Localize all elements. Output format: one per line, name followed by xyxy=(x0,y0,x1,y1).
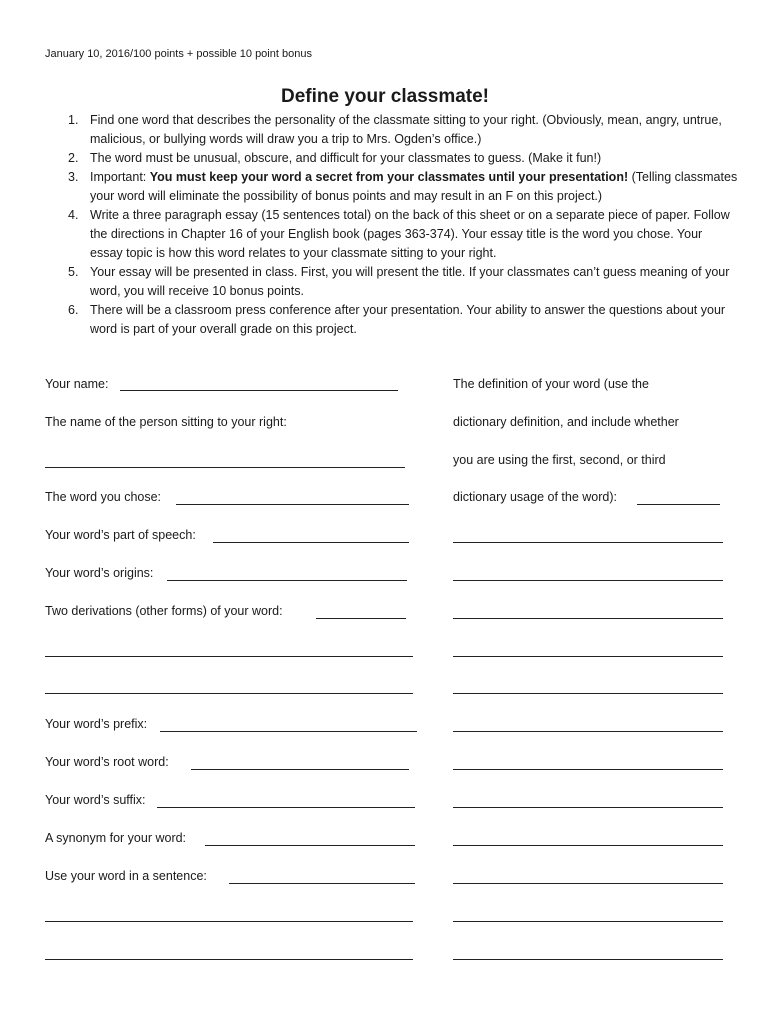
sentence-blank-line-2[interactable] xyxy=(45,921,413,922)
person-right-label: The name of the person sitting to your right: xyxy=(45,415,287,429)
part-of-speech-label: Your word’s part of speech: xyxy=(45,528,196,542)
definition-blank-line[interactable] xyxy=(453,769,723,770)
instruction-item xyxy=(48,263,738,301)
word-chose-label: The word you chose: xyxy=(45,490,162,504)
date-points-line: January 10, 2016/100 points + possible 10 point bonus xyxy=(45,48,312,60)
derivations-label: Two derivations (other forms) of your word: xyxy=(45,604,283,618)
instruction-number: 1. xyxy=(68,113,79,127)
instruction-item xyxy=(48,149,738,168)
definition-blank-line[interactable] xyxy=(453,807,723,808)
instruction-text: Write a three paragraph essay (15 sentences total) on the back of this sheet or on a separate piece of paper. Follow the directions in Chapter 16 of your English book (pages 363-374). Your essay title is the word you chose. Your essay topic is how this word relates to your classmate sitting to your right. xyxy=(90,208,730,260)
instruction-item xyxy=(48,301,738,339)
instruction-number: 4. xyxy=(68,208,79,222)
instruction-text: The word must be unusual, obscure, and difficult for your classmates to guess. (Make it fun!) xyxy=(90,151,602,165)
synonym-label: A synonym for your word: xyxy=(45,831,187,845)
definition-blank-line[interactable] xyxy=(453,731,723,732)
instruction-text: Find one word that describes the personality of the classmate sitting to your right. (Obviously, mean, angry, untrue, malicious, or bullying words will draw you a trip to Mrs. Ogden’s office.) xyxy=(90,113,722,146)
instruction-number: 6. xyxy=(68,303,79,317)
instruction-text: There will be a classroom press conference after your presentation. Your ability to answer the questions about your word is part of your overall grade on this project. xyxy=(90,303,726,336)
sentence-blank[interactable] xyxy=(229,883,415,884)
definition-label-line-1: The definition of your word (use the xyxy=(453,377,649,391)
prefix-blank[interactable] xyxy=(160,731,417,732)
instruction-text: Your essay will be presented in class. First, you will present the title. If your classmates can’t guess meaning of your word, you will receive 10 bonus points. xyxy=(90,265,730,298)
definition-label-line-2: dictionary definition, and include whether xyxy=(453,415,679,429)
definition-label-line-4: dictionary usage of the word): xyxy=(453,490,617,504)
instruction-item xyxy=(48,206,738,263)
definition-blank-line[interactable] xyxy=(453,580,723,581)
instruction-number: 3. xyxy=(68,170,79,184)
person-right-blank[interactable] xyxy=(45,467,405,468)
definition-blank[interactable] xyxy=(637,504,720,505)
your-name-label: Your name: xyxy=(45,377,109,391)
synonym-blank[interactable] xyxy=(205,845,415,846)
sentence-blank-line-3[interactable] xyxy=(45,959,413,960)
instruction-item xyxy=(48,168,738,206)
derivations-blank-line-3[interactable] xyxy=(45,693,413,694)
instructions-list xyxy=(48,111,738,339)
instruction-number: 5. xyxy=(68,265,79,279)
your-name-blank[interactable] xyxy=(120,390,398,391)
word-chose-blank[interactable] xyxy=(176,504,409,505)
suffix-blank[interactable] xyxy=(157,807,415,808)
page-title: Define your classmate! xyxy=(280,86,490,107)
origins-label: Your word’s origins: xyxy=(45,566,154,580)
suffix-label: Your word’s suffix: xyxy=(45,793,146,807)
root-word-blank[interactable] xyxy=(191,769,409,770)
sentence-label: Use your word in a sentence: xyxy=(45,869,207,883)
definition-blank-line[interactable] xyxy=(453,656,723,657)
part-of-speech-blank[interactable] xyxy=(213,542,409,543)
definition-label-line-3: you are using the first, second, or third xyxy=(453,453,666,467)
derivations-blank-line-2[interactable] xyxy=(45,656,413,657)
prefix-label: Your word’s prefix: xyxy=(45,717,148,731)
instruction-number: 2. xyxy=(68,151,79,165)
instruction-prefix: Important: xyxy=(90,170,150,184)
origins-blank[interactable] xyxy=(167,580,407,581)
definition-blank-line[interactable] xyxy=(453,921,723,922)
derivations-blank[interactable] xyxy=(316,618,406,619)
definition-blank-line[interactable] xyxy=(453,959,723,960)
definition-blank-line[interactable] xyxy=(453,693,723,694)
root-word-label: Your word’s root word: xyxy=(45,755,169,769)
instruction-text: (Telling classmates your word will eliminate the possibility of bonus points and may result in an F on this project.) xyxy=(90,170,738,203)
definition-blank-line[interactable] xyxy=(453,883,723,884)
instruction-bold-warning: You must keep your word a secret from your classmates until your presentation! xyxy=(149,170,629,184)
instruction-item xyxy=(48,111,738,149)
definition-blank-line[interactable] xyxy=(453,845,723,846)
definition-blank-line[interactable] xyxy=(453,618,723,619)
definition-blank-line[interactable] xyxy=(453,542,723,543)
